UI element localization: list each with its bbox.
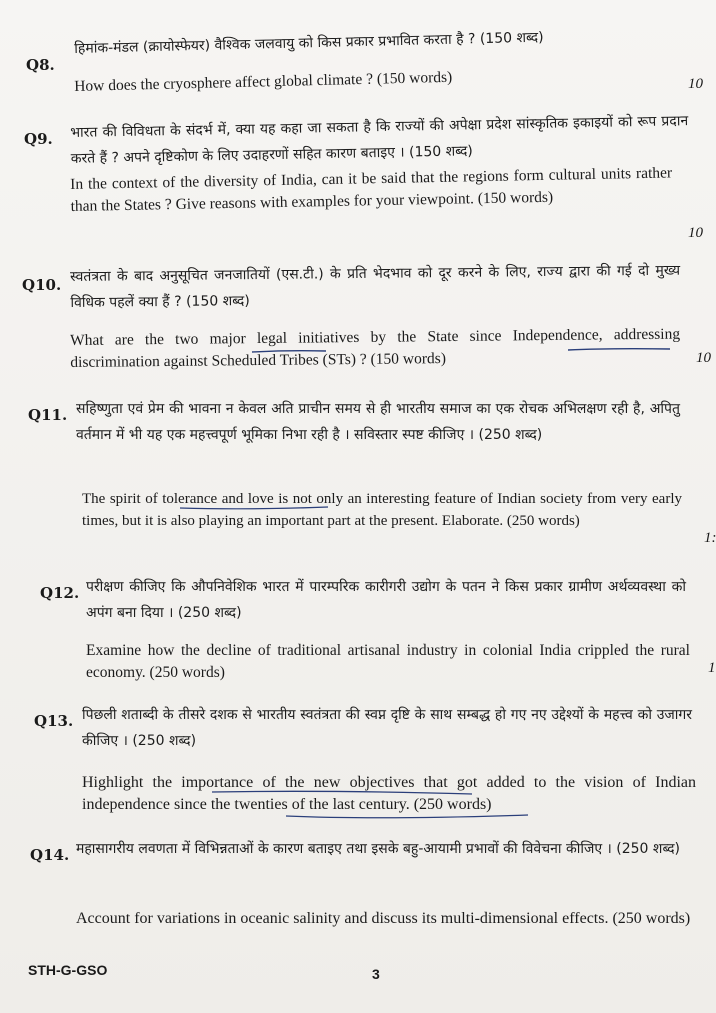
question-english: How does the cryosphere affect global climate ? (150 words)	[74, 68, 453, 95]
question-number: Q14.	[30, 846, 70, 864]
question-hindi: सहिष्णुता एवं प्रेम की भावना न केवल अति प्राचीन समय से ही भारतीय समाज का एक रोचक अभिलक्षण रही है, अपितु वर्तमान में भी यह एक महत्त्वपूर्ण भूमिका निभा रही है । सविस्तार स्पष्ट कीजिए । (250 शब्द)	[76, 401, 680, 443]
question-english: Account for variations in oceanic salinity and discuss its multi-dimensional effects. (250 words)	[76, 910, 691, 927]
page-number: 3	[372, 966, 380, 982]
question-english: Highlight the importance of the new objectives that got added to the vision of Indian independence since the twenties of the last century. (250 words)	[82, 774, 696, 813]
pen-underline-marks	[250, 342, 690, 362]
question-number: Q8.	[26, 56, 55, 74]
question-number: Q9.	[24, 130, 53, 148]
question-marks: 1	[708, 660, 716, 676]
question-english: In the context of the diversity of India, can it be said that the regions form cultural units rather than the States ? Give reasons with examples for your viewpoint. (150 words)	[70, 164, 673, 215]
question-number: Q13.	[34, 712, 74, 730]
question-hindi: हिमांक-मंडल (क्रायोस्फेयर) वैश्विक जलवायु को किस प्रकार प्रभावित करता है ? (150 शब्द)	[74, 29, 544, 57]
question-hindi: स्वतंत्रता के बाद अनुसूचित जनजातियों (एस.टी.) के प्रति भेदभाव को दूर करने के लिए, राज्य द्वारा की गई दो मुख्य विधिक पहलें क्या हैं ? (150 शब्द)	[70, 262, 681, 311]
question-marks: 10	[696, 350, 711, 366]
question-hindi: महासागरीय लवणता में विभिन्नताओं के कारण बताइए तथा इसके बहु-आयामी प्रभावों की विवेचना कीजिए । (250 शब्द)	[76, 841, 680, 857]
question-english: What are the two major legal initiatives by the State since Independence, addressing discrimination against Scheduled Tribes (STs) ? (150 words)	[70, 325, 681, 371]
question-hindi: पिछली शताब्दी के तीसरे दशक से भारतीय स्वतंत्रता की स्वप्न दृष्टि के साथ सम्बद्ध हो गए नए उद्देश्यों के महत्त्व को उजागर कीजिए । (250 शब्द)	[82, 707, 692, 749]
question-number: Q10.	[22, 276, 62, 294]
question-marks: 10	[688, 76, 703, 92]
pen-underline-marks	[210, 786, 540, 826]
question-marks: 1:	[704, 530, 716, 546]
question-number: Q11.	[28, 406, 68, 424]
question-hindi: भारत की विविधता के संदर्भ में, क्या यह कहा जा सकता है कि राज्यों की अपेक्षा प्रदेश सांस्कृतिक इकाइयों को रूप प्रदान करते हैं ? अपने दृष्टिकोण के लिए उदाहरणों सहित कारण बताइए । (150 शब्द)	[70, 113, 689, 167]
question-hindi: परीक्षण कीजिए कि औपनिवेशिक भारत में पारम्परिक कारीगरी उद्योग के पतन ने किस प्रकार ग्रामीण अर्थव्यवस्था को अपंग बना दिया । (250 शब्द)	[86, 579, 686, 621]
question-marks: 10	[688, 225, 703, 241]
question-english: The spirit of tolerance and love is not only an interesting feature of Indian society from very early times, but it is also playing an important part at the present. Elaborate. (250 words)	[82, 491, 682, 529]
question-english: Examine how the decline of traditional artisanal industry in colonial India crippled the rural economy. (250 words)	[86, 642, 690, 681]
question-number: Q12.	[40, 584, 80, 602]
pen-underline-marks	[178, 498, 338, 518]
paper-code: STH-G-GSO	[28, 962, 108, 978]
